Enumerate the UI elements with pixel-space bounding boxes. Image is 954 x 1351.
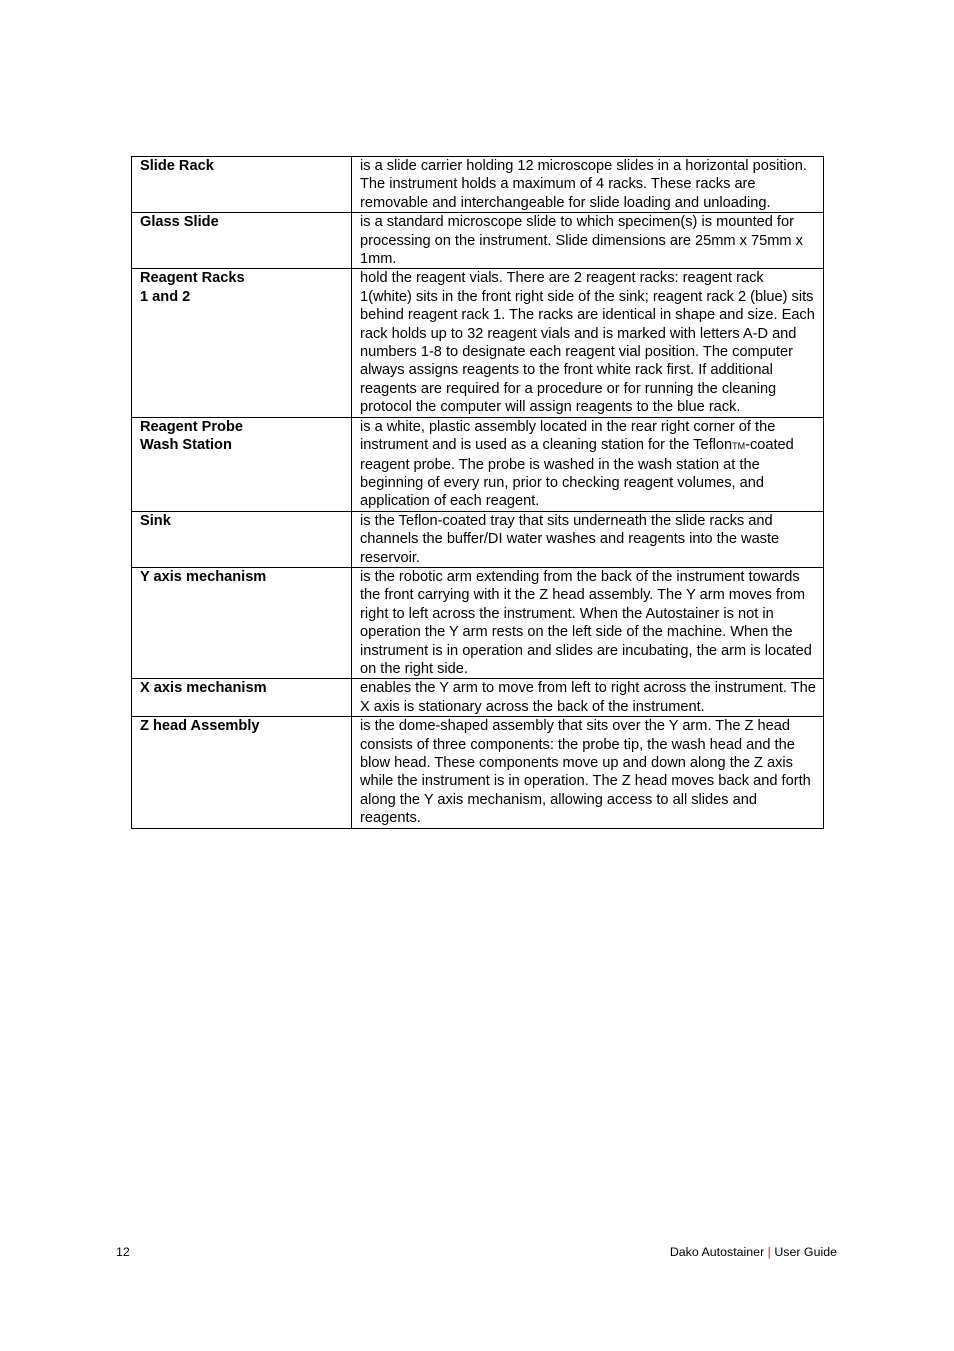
definition-cell: is the robotic arm extending from the back of the instrument towards the front carrying with it the Z head assembly. The Y arm moves from right to left across the instrument. When the Autostainer is not in operation the Y arm rests on the left side of the machine. When the instrument is in operation and slides are incubating, the arm is located on the right side. [352, 567, 824, 678]
term-cell: Sink [132, 511, 352, 567]
definition-text-before-tm: is a white, plastic assembly located in the rear right corner of the instrument and is used as a cleaning station for the Teflon [360, 418, 776, 454]
footer-product: Dako Autostainer [669, 1245, 765, 1259]
table-row [132, 213, 824, 269]
footer-title [670, 1245, 837, 1260]
definition-cell: is the Teflon-coated tray that sits underneath the slide racks and channels the buffer/DI water washes and reagents into the waste reservoir. [352, 511, 824, 567]
table-row [132, 511, 824, 567]
definition-cell: hold the reagent vials. There are 2 reagent racks: reagent rack 1(white) sits in the front right side of the sink; reagent rack 2 (blue) sits behind reagent rack 1. The racks are identical in shape and size. Each rack holds up to 32 reagent vials and is marked with letters A-D and numbers 1-8 to designate each reagent vial position. The computer always assigns reagents to the front white rack first. If additional reagents are required for a procedure or for running the cleaning protocol the computer will assign reagents to the blue rack. [352, 269, 824, 417]
term-cell: Z head Assembly [132, 717, 352, 828]
definition-cell: is a standard microscope slide to which specimen(s) is mounted for processing on the instrument. Slide dimensions are 25mm x 75mm x 1mm. [352, 213, 824, 269]
term-cell: Y axis mechanism [132, 567, 352, 678]
table-row [132, 679, 824, 717]
definition-cell [352, 417, 824, 511]
definition-text-after-tm: -coated reagent probe. The probe is washed in the wash station at the beginning of every run, prior to checking reagent volumes, and application of each reagent. [360, 437, 794, 510]
table-row [132, 269, 824, 417]
table-row [132, 417, 824, 511]
definition-cell: is a slide carrier holding 12 microscope slides in a horizontal position. The instrument holds a maximum of 4 racks. These racks are removable and interchangeable for slide loading and unloading. [352, 157, 824, 213]
trademark-mark: TM [732, 441, 746, 452]
table-row [132, 157, 824, 213]
term-cell: Slide Rack [132, 157, 352, 213]
term-cell: Reagent Probe Wash Station [132, 417, 352, 511]
page-number: 12 [116, 1245, 130, 1259]
term-cell: Glass Slide [132, 213, 352, 269]
definition-cell: is the dome-shaped assembly that sits over the Y arm. The Z head consists of three components: the probe tip, the wash head and the blow head. These components move up and down along the Z axis while the instrument is in operation. The Z head moves back and forth along the Y axis mechanism, allowing access to all slides and reagents. [352, 717, 824, 828]
table-row [132, 717, 824, 828]
term-cell: Reagent Racks 1 and 2 [132, 269, 352, 417]
term-cell: X axis mechanism [132, 679, 352, 717]
table-row [132, 567, 824, 678]
footer-doc-type: User Guide [774, 1245, 837, 1259]
glossary-table [131, 156, 824, 829]
footer-separator: | [767, 1245, 771, 1259]
definition-cell: enables the Y arm to move from left to right across the instrument. The X axis is stationary across the back of the instrument. [352, 679, 824, 717]
